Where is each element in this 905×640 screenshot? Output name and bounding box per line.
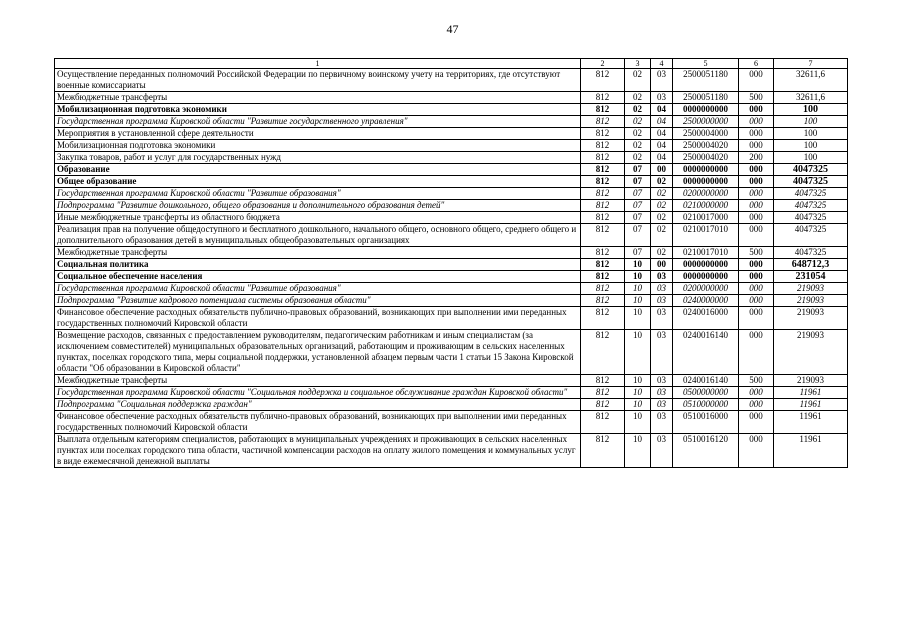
cell-target-article: 0000000000 — [673, 164, 739, 176]
cell-target-article: 2500004020 — [673, 140, 739, 152]
cell-item-name: Подпрограмма "Развитие кадрового потенциала системы образования области" — [55, 295, 581, 307]
cell-section-code: 07 — [625, 224, 651, 247]
table-row — [55, 212, 848, 224]
cell-item-name: Осуществление переданных полномочий Российской Федерации по первичному воинскому учету на территориях, где отсутствуют военные комиссариаты — [55, 69, 581, 92]
cell-target-article: 0000000000 — [673, 176, 739, 188]
header-cell-5: 5 — [673, 59, 739, 69]
cell-section-code: 10 — [625, 399, 651, 411]
budget-table — [54, 58, 848, 468]
table-row — [55, 152, 848, 164]
cell-section-code: 10 — [625, 259, 651, 271]
header-cell-3: 3 — [625, 59, 651, 69]
cell-expense-type: 000 — [739, 164, 774, 176]
cell-subsection-code: 03 — [651, 411, 673, 434]
cell-ministry-code: 812 — [581, 307, 625, 330]
cell-item-name: Возмещение расходов, связанных с предоставлением руководителям, педагогическим работникам и иным специалистам (за исключением совместителей) муниципальных образовательных организаций, работающим и проживающим в сельских населенных пунктах, поселках городского типа, меры социальной поддержки, установленной абзацем первым части 1 статьи 15 Закона Кировской области "Об образовании в Кировской области" — [55, 330, 581, 375]
cell-item-name: Социальное обеспечение населения — [55, 271, 581, 283]
header-cell-1: 1 — [55, 59, 581, 69]
cell-target-article: 0200000000 — [673, 188, 739, 200]
cell-amount: 11961 — [774, 399, 848, 411]
cell-ministry-code: 812 — [581, 176, 625, 188]
cell-subsection-code: 03 — [651, 387, 673, 399]
cell-ministry-code: 812 — [581, 140, 625, 152]
cell-item-name: Финансовое обеспечение расходных обязательств публично-правовых образований, возникающих при выполнении ими переданных государственных полномочий Кировской области — [55, 307, 581, 330]
cell-ministry-code: 812 — [581, 411, 625, 434]
cell-ministry-code: 812 — [581, 69, 625, 92]
cell-item-name: Межбюджетные трансферты — [55, 92, 581, 104]
table-row — [55, 387, 848, 399]
cell-expense-type: 000 — [739, 116, 774, 128]
table-body — [55, 59, 848, 468]
cell-item-name: Иные межбюджетные трансферты из областного бюджета — [55, 212, 581, 224]
cell-ministry-code: 812 — [581, 259, 625, 271]
cell-ministry-code: 812 — [581, 247, 625, 259]
cell-ministry-code: 812 — [581, 271, 625, 283]
cell-amount: 4047325 — [774, 247, 848, 259]
table-row — [55, 140, 848, 152]
cell-amount: 11961 — [774, 434, 848, 468]
cell-amount: 219093 — [774, 283, 848, 295]
cell-ministry-code: 812 — [581, 164, 625, 176]
cell-expense-type: 000 — [739, 283, 774, 295]
cell-subsection-code: 02 — [651, 247, 673, 259]
cell-expense-type: 000 — [739, 212, 774, 224]
cell-ministry-code: 812 — [581, 387, 625, 399]
cell-subsection-code: 03 — [651, 375, 673, 387]
cell-amount: 219093 — [774, 307, 848, 330]
cell-expense-type: 000 — [739, 271, 774, 283]
cell-subsection-code: 02 — [651, 176, 673, 188]
cell-item-name: Государственная программа Кировской области "Развитие государственного управления" — [55, 116, 581, 128]
table-row — [55, 295, 848, 307]
cell-subsection-code: 02 — [651, 188, 673, 200]
cell-ministry-code: 812 — [581, 116, 625, 128]
table-row — [55, 176, 848, 188]
cell-expense-type: 000 — [739, 330, 774, 375]
cell-target-article: 0200000000 — [673, 283, 739, 295]
cell-subsection-code: 03 — [651, 295, 673, 307]
cell-item-name: Подпрограмма "Развитие дошкольного, общего образования и дополнительного образования детей" — [55, 200, 581, 212]
cell-target-article: 0000000000 — [673, 259, 739, 271]
cell-item-name: Государственная программа Кировской области "Развитие образования" — [55, 283, 581, 295]
cell-target-article: 0240016000 — [673, 307, 739, 330]
cell-section-code: 02 — [625, 116, 651, 128]
cell-subsection-code: 04 — [651, 104, 673, 116]
cell-expense-type: 000 — [739, 434, 774, 468]
cell-subsection-code: 04 — [651, 116, 673, 128]
cell-section-code: 02 — [625, 104, 651, 116]
cell-subsection-code: 00 — [651, 259, 673, 271]
header-row — [55, 59, 848, 69]
cell-section-code: 10 — [625, 330, 651, 375]
cell-expense-type: 000 — [739, 399, 774, 411]
cell-target-article: 0500000000 — [673, 387, 739, 399]
cell-amount: 4047325 — [774, 200, 848, 212]
cell-ministry-code: 812 — [581, 212, 625, 224]
table-row — [55, 164, 848, 176]
table-row — [55, 330, 848, 375]
cell-expense-type: 000 — [739, 104, 774, 116]
cell-target-article: 0000000000 — [673, 271, 739, 283]
cell-item-name: Финансовое обеспечение расходных обязательств публично-правовых образований, возникающих при выполнении ими переданных государственных полномочий Кировской области — [55, 411, 581, 434]
cell-amount: 4047325 — [774, 176, 848, 188]
table-row — [55, 116, 848, 128]
cell-expense-type: 000 — [739, 307, 774, 330]
table-row — [55, 104, 848, 116]
cell-ministry-code: 812 — [581, 104, 625, 116]
cell-item-name: Общее образование — [55, 176, 581, 188]
cell-item-name: Закупка товаров, работ и услуг для государственных нужд — [55, 152, 581, 164]
cell-subsection-code: 04 — [651, 140, 673, 152]
cell-ministry-code: 812 — [581, 399, 625, 411]
cell-section-code: 10 — [625, 387, 651, 399]
table-row — [55, 92, 848, 104]
cell-amount: 219093 — [774, 375, 848, 387]
cell-subsection-code: 03 — [651, 330, 673, 375]
cell-amount: 100 — [774, 152, 848, 164]
table-row — [55, 411, 848, 434]
cell-amount: 100 — [774, 104, 848, 116]
table-row — [55, 307, 848, 330]
cell-item-name: Социальная политика — [55, 259, 581, 271]
cell-amount: 11961 — [774, 411, 848, 434]
cell-expense-type: 000 — [739, 69, 774, 92]
header-cell-2: 2 — [581, 59, 625, 69]
cell-item-name: Образование — [55, 164, 581, 176]
cell-amount: 100 — [774, 116, 848, 128]
header-cell-6: 6 — [739, 59, 774, 69]
table-row — [55, 434, 848, 468]
cell-section-code: 10 — [625, 375, 651, 387]
cell-expense-type: 000 — [739, 411, 774, 434]
cell-subsection-code: 04 — [651, 152, 673, 164]
cell-target-article: 0510016000 — [673, 411, 739, 434]
cell-section-code: 10 — [625, 307, 651, 330]
cell-section-code: 10 — [625, 434, 651, 468]
cell-target-article: 0510016120 — [673, 434, 739, 468]
cell-section-code: 10 — [625, 271, 651, 283]
table-row — [55, 259, 848, 271]
cell-subsection-code: 02 — [651, 200, 673, 212]
cell-amount: 32611,6 — [774, 92, 848, 104]
cell-target-article: 2500004020 — [673, 152, 739, 164]
cell-subsection-code: 03 — [651, 92, 673, 104]
header-cell-7: 7 — [774, 59, 848, 69]
cell-target-article: 0240000000 — [673, 295, 739, 307]
cell-subsection-code: 03 — [651, 307, 673, 330]
cell-section-code: 10 — [625, 283, 651, 295]
cell-expense-type: 000 — [739, 176, 774, 188]
cell-amount: 231054 — [774, 271, 848, 283]
cell-target-article: 0210017010 — [673, 247, 739, 259]
cell-ministry-code: 812 — [581, 200, 625, 212]
cell-amount: 100 — [774, 140, 848, 152]
cell-section-code: 10 — [625, 295, 651, 307]
cell-expense-type: 000 — [739, 295, 774, 307]
cell-item-name: Межбюджетные трансферты — [55, 375, 581, 387]
cell-subsection-code: 03 — [651, 434, 673, 468]
table-row — [55, 224, 848, 247]
cell-amount: 100 — [774, 128, 848, 140]
cell-expense-type: 500 — [739, 92, 774, 104]
cell-amount: 4047325 — [774, 164, 848, 176]
cell-item-name: Подпрограмма "Социальная поддержка граждан" — [55, 399, 581, 411]
cell-item-name: Мобилизационная подготовка экономики — [55, 104, 581, 116]
cell-amount: 219093 — [774, 295, 848, 307]
cell-target-article: 0510000000 — [673, 399, 739, 411]
cell-subsection-code: 04 — [651, 128, 673, 140]
table-row — [55, 128, 848, 140]
cell-ministry-code: 812 — [581, 434, 625, 468]
cell-target-article: 0240016140 — [673, 375, 739, 387]
cell-expense-type: 500 — [739, 247, 774, 259]
cell-ministry-code: 812 — [581, 92, 625, 104]
table-row — [55, 399, 848, 411]
cell-section-code: 02 — [625, 92, 651, 104]
page-number: 47 — [446, 22, 459, 36]
cell-target-article: 2500004000 — [673, 128, 739, 140]
cell-subsection-code: 00 — [651, 164, 673, 176]
cell-section-code: 07 — [625, 188, 651, 200]
cell-target-article: 0000000000 — [673, 104, 739, 116]
cell-amount: 219093 — [774, 330, 848, 375]
cell-target-article: 2500000000 — [673, 116, 739, 128]
cell-ministry-code: 812 — [581, 128, 625, 140]
cell-section-code: 07 — [625, 176, 651, 188]
cell-target-article: 0210017010 — [673, 224, 739, 247]
cell-item-name: Государственная программа Кировской области "Социальная поддержка и социальное обслуживание граждан Кировской области" — [55, 387, 581, 399]
table-row — [55, 200, 848, 212]
cell-expense-type: 200 — [739, 152, 774, 164]
cell-item-name: Мероприятия в установленной сфере деятельности — [55, 128, 581, 140]
cell-ministry-code: 812 — [581, 330, 625, 375]
cell-amount: 4047325 — [774, 224, 848, 247]
table-row — [55, 188, 848, 200]
cell-expense-type: 000 — [739, 259, 774, 271]
cell-subsection-code: 02 — [651, 224, 673, 247]
cell-section-code: 07 — [625, 200, 651, 212]
cell-section-code: 02 — [625, 152, 651, 164]
cell-ministry-code: 812 — [581, 295, 625, 307]
cell-section-code: 07 — [625, 247, 651, 259]
cell-section-code: 02 — [625, 140, 651, 152]
cell-target-article: 0210000000 — [673, 200, 739, 212]
cell-item-name: Выплата отдельным категориям специалистов, работающих в муниципальных учреждениях и проживающих в сельских населенных пунктах или поселках городского типа области, частичной компенсации расходов на оплату жилого помещения и коммунальных услуг в виде ежемесячной денежной выплаты — [55, 434, 581, 468]
cell-item-name: Государственная программа Кировской области "Развитие образования" — [55, 188, 581, 200]
table-row — [55, 375, 848, 387]
cell-expense-type: 000 — [739, 387, 774, 399]
cell-section-code: 07 — [625, 212, 651, 224]
cell-ministry-code: 812 — [581, 152, 625, 164]
cell-item-name: Межбюджетные трансферты — [55, 247, 581, 259]
cell-expense-type: 000 — [739, 188, 774, 200]
cell-section-code: 10 — [625, 411, 651, 434]
cell-subsection-code: 03 — [651, 69, 673, 92]
cell-ministry-code: 812 — [581, 224, 625, 247]
cell-target-article: 2500051180 — [673, 69, 739, 92]
cell-ministry-code: 812 — [581, 283, 625, 295]
cell-section-code: 07 — [625, 164, 651, 176]
table-row — [55, 271, 848, 283]
cell-amount: 4047325 — [774, 212, 848, 224]
cell-expense-type: 000 — [739, 128, 774, 140]
cell-expense-type: 000 — [739, 140, 774, 152]
cell-section-code: 02 — [625, 128, 651, 140]
cell-target-article: 0210017000 — [673, 212, 739, 224]
table-row — [55, 69, 848, 92]
cell-subsection-code: 03 — [651, 271, 673, 283]
cell-amount: 648712,3 — [774, 259, 848, 271]
cell-expense-type: 000 — [739, 200, 774, 212]
cell-ministry-code: 812 — [581, 188, 625, 200]
cell-expense-type: 500 — [739, 375, 774, 387]
cell-subsection-code: 03 — [651, 399, 673, 411]
cell-amount: 4047325 — [774, 188, 848, 200]
cell-section-code: 02 — [625, 69, 651, 92]
header-cell-4: 4 — [651, 59, 673, 69]
cell-item-name: Мобилизационная подготовка экономики — [55, 140, 581, 152]
cell-target-article: 0240016140 — [673, 330, 739, 375]
cell-item-name: Реализация прав на получение общедоступного и бесплатного дошкольного, начального общего, основного общего, среднего общего и дополнительного образования детей в муниципальных общеобразовательных организациях — [55, 224, 581, 247]
table-row — [55, 283, 848, 295]
cell-target-article: 2500051180 — [673, 92, 739, 104]
cell-ministry-code: 812 — [581, 375, 625, 387]
cell-amount: 11961 — [774, 387, 848, 399]
table-row — [55, 247, 848, 259]
cell-expense-type: 000 — [739, 224, 774, 247]
cell-amount: 32611,6 — [774, 69, 848, 92]
cell-subsection-code: 03 — [651, 283, 673, 295]
cell-subsection-code: 02 — [651, 212, 673, 224]
